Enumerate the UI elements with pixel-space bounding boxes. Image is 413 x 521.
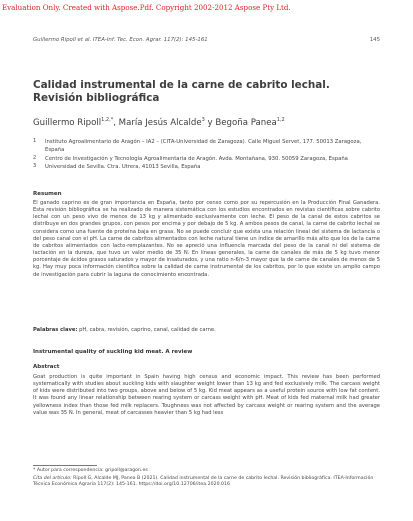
affiliation-number: 3 [33,163,37,170]
affiliation-number: 2 [33,154,37,161]
citation-text: Ripoll G, Alcalde MJ, Panea B (2021). Calidad instrumental de la carne de cabrito lechal. Revisión bibliográfica. ITEA-Información Técnica Económica Agraria 117(2): 145-161. https://doi.org/10.12706/itea.2020.016 [33,476,374,488]
corresponding-author-note: * Autor para correspondencia: gripoll@aragon.es [33,468,148,473]
footnote-divider [33,465,97,466]
affiliation-item [33,139,373,155]
running-head [33,37,380,43]
author-affiliation-marker: 1,2 [276,117,285,123]
author-separator: , [113,117,119,128]
resumen-text: El ganado caprino es de gran importancia en España, tanto por censo como por su repercusión en la Producción Final Ganadera. Esta revisión bibliográfica se ha realizado de manera sistemática con los estudios encontrados en revistas científicas sobre cabrito lechal con un peso vivo de menos de 13 kg y alimentado exclusivamente con leche. El peso de la canal de estos cabritos se distribuye en dos grandes grupos, con pesos por encima y por debajo de 5 kg. A ambos pesos de canal, la carne de cabrito lechal se considera como una fuente de proteína baja en grasa. No se puede concluir que exista una relación lineal del sistema de lactancia o del peso canal con el pH. La carne de cabritos alimentados con leche natural tiene un índice de amarillo más alto que los de la carne de cabritos alimentados con lacto-remplazantes. No se apreció una influencia marcada del peso de la canal ni del sistema de lactación en la dureza, que tuvo un valor medio de 35 N. En líneas generales, la carne de canales de más de 5 kg tuvo menor porcentaje de ácidos grasos saturados y mayor de insaturados, y una ratio n-6/n-3 mayor que la de carne de canales de menos de 5 kg. Hay muy poca información científica sobre la calidad de carne instrumental de los cabritos, por lo que existe un amplio campo de investigación para cubrir la laguna de conocimiento encontrada. [33,200,380,278]
article-title: Calidad instrumental de la carne de cabrito lechal. Revisión bibliográfica [33,79,330,104]
affiliation-list [33,139,373,173]
citation-note [33,476,380,489]
author-list [33,117,380,128]
resumen-heading: Resumen [33,191,62,197]
author-affiliation-marker: 3 [201,117,205,123]
author-separator: y [204,117,216,128]
keywords [33,327,380,333]
author-name: Begoña Panea [215,117,277,128]
english-title: Instrumental quality of suckling kid meat. A review [33,349,193,355]
running-head-text: Guillermo Ripoll et al. ITEA-Inf. Tec. Econ. Agrar. 117(2): 145-161 [33,37,208,43]
abstract-text: Goat production is quite important in Spain having high census and economic impact. This review has been performed systematically with studies about suckling kids with slaughter weight lower than 13 kg and fed exclusively milk. The carcass weight of kids were distributed into two groups, above and below of 5 kg. Kid meat appears as a useful protein source with low fat content. It was found any linear relationship between rearing system or carcass weight with pH. Meat of kids fed maternal milk had greater yellowness index than those fed milk replacers. Toughness was not affected by carcass weight or rearing system and the average value was 35 N. In general, meat of carcasses heavier than 5 kg had less [33,374,380,416]
author-name: Guillermo Ripoll [33,117,102,128]
affiliation-text: Universidad de Sevilla. Ctra. Utrera, 41013 Sevilla, España [45,164,201,171]
evaluation-watermark: Evaluation Only. Created with Aspose.Pdf. Copyright 2002-2012 Aspose Pty Ltd. [2,3,291,12]
citation-label: Cita del artículo: [33,476,72,481]
affiliation-text: Instituto Agroalimentario de Aragón – IA2 – (CITA-Universidad de Zaragoza). Calle Miguel Servet, 177. 50013 Zaragoza, España [45,139,362,153]
author-affiliation-marker: 1,2,* [101,117,114,123]
affiliation-item [33,156,373,164]
page-number: 145 [369,37,380,43]
affiliation-item [33,164,373,172]
affiliation-number: 1 [33,138,37,144]
keywords-label: Palabras clave: [33,327,78,333]
affiliation-text: Centro de Investigación y Tecnología Agroalimentaria de Aragón. Avda. Montañana, 930. 50059 Zaragoza, España [45,155,348,162]
author-name: María Jesús Alcalde [118,117,202,128]
keywords-text: pH, cabra, revisión, caprino, canal, calidad de carne. [79,327,216,333]
abstract-heading: Abstract [33,364,60,370]
